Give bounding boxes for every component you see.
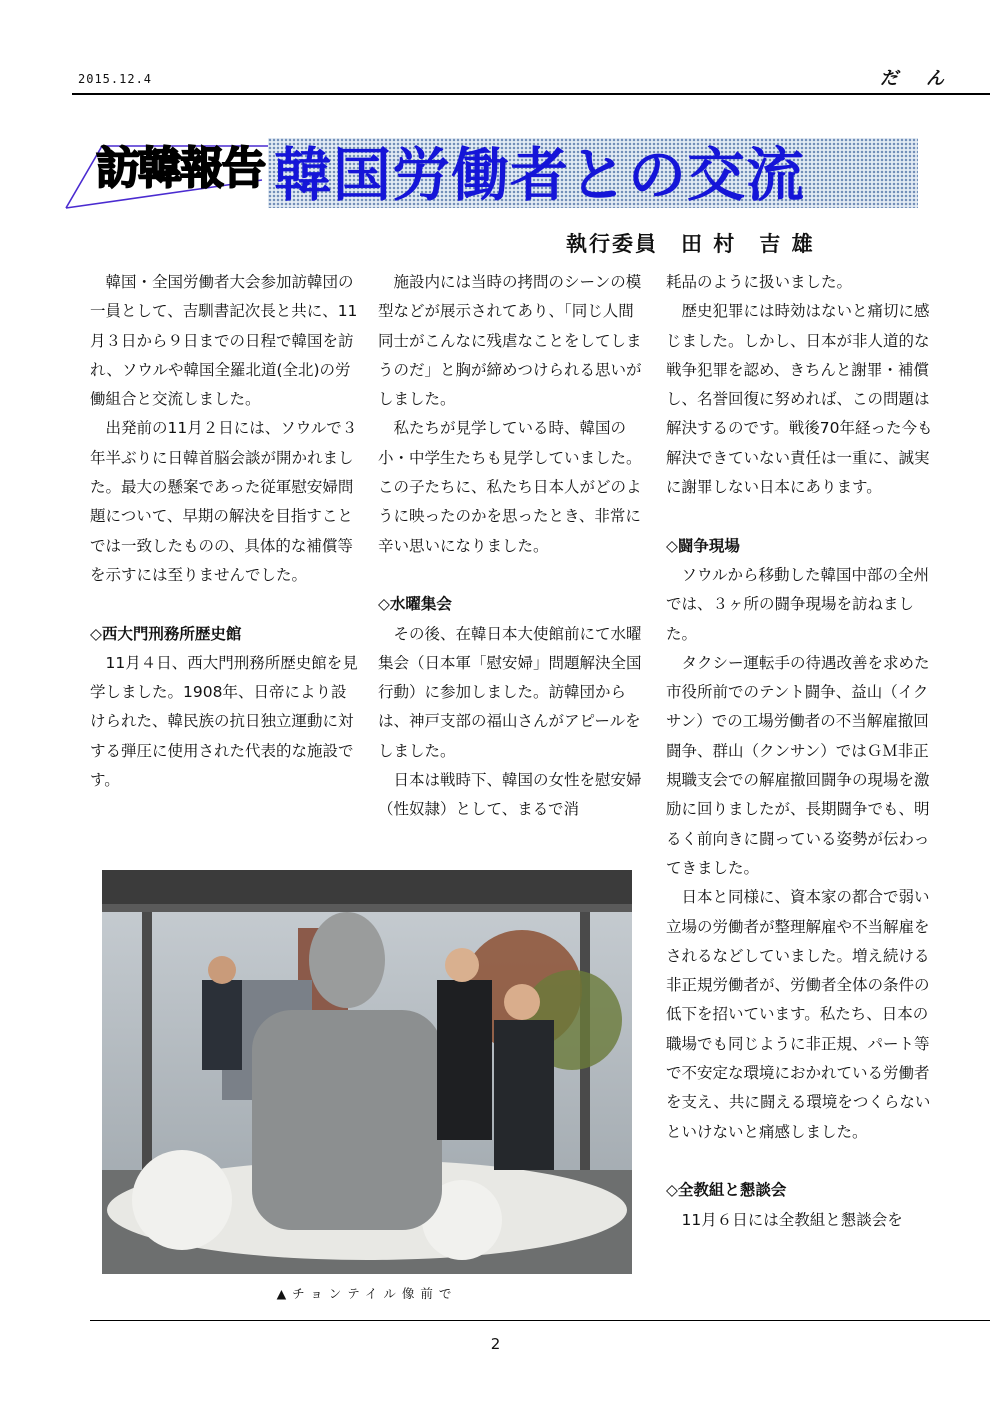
article-column-2 (378, 268, 646, 825)
paragraph-spacer (378, 561, 646, 590)
body-paragraph: 日本と同様に、資本家の都合で弱い立場の労働者が整理解雇や不当解雇をされるなどしていました。増え続ける非正規労働者が、労働者全体の条件の低下を招いています。私たち、日本の職場でも同じように非正規、パート等で不安定な環境におかれている労働者を支え、共に闘える環境をつくらないといけないと痛感しました。 (666, 888, 931, 1141)
body-paragraph: 施設内には当時の拷問のシーンの模型などが展示されてあり、「同じ人間同士がこんなに残虐なことをしてしまうのだ」と胸が締めつけられる思いがしました。 (378, 273, 642, 409)
kicker-label: 訪韓報告 (96, 143, 264, 194)
body-paragraph: 11月４日、西大門刑務所歴史館を見学しました。1908年、日帝により設けられた、韓民族の抗日独立運動に対する弾圧に使用された代表的な施設です。 (90, 653, 358, 790)
section-heading: ◇全教組と懇談会 (666, 1181, 787, 1200)
section-heading: ◇水曜集会 (378, 595, 452, 614)
body-paragraph: 11月６日には全教組と懇談会を (681, 1210, 903, 1229)
article-title: 韓国労働者との交流 (274, 141, 806, 209)
body-paragraph: 歴史犯罪には時効はないと痛切に感じました。しかし、日本が非人道的な戦争犯罪を認め、きちんと謝罪・補償し、名誉回復に努めれば、この問題は解決するのです。戦後70年経った今も解決できていない責任は一重に、誠実に謝罪しない日本にあります。 (666, 302, 933, 497)
paragraph-spacer (666, 1147, 934, 1176)
paragraph-spacer (90, 590, 358, 619)
body-paragraph: ソウルから移動した韓国中部の全州では、３ヶ所の闘争現場を訪ねました。 (666, 565, 930, 643)
body-paragraph: タクシー運転手の待遇改善を求めた市役所前でのテント闘争、益山（イクサン）での工場労働者の不当解雇撤回闘争、群山（クンサン）ではＧＭ非正規職支会での解雇撤回闘争の現場を激励に回りましたが、長期闘争でも、明るく前向きに闘っている姿勢が伝わってきました。 (666, 653, 930, 877)
date-label: 2015.12.4 (78, 72, 153, 86)
section-heading: ◇西大門刑務所歴史館 (90, 624, 242, 643)
body-paragraph: 韓国・全国労働者大会参加訪韓団の一員として、吉馴書記次長と共に、11月３日から９日までの日程で韓国を訪れ、ソウルや韓国全羅北道(全北)の労働組合と交流しました。 (90, 273, 358, 409)
article-column-1 (90, 268, 358, 795)
author-byline: 執行委員 田 村 吉 雄 (566, 232, 815, 256)
body-paragraph: 私たちが見学している時、韓国の小・中学生たちも見学していました。この子たちに、私たち日本人がどのように映ったのかを思ったとき、非常に辛い思いになりました。 (378, 419, 642, 555)
body-paragraph: 出発前の11月２日には、ソウルで３年半ぶりに日韓首脳会談が開かれました。最大の懸案であった従軍慰安婦問題について、早期の解決を目指すことでは一致したものの、具体的な補償等を示すには至りませんでした。 (90, 419, 358, 584)
statue-photo-illustration (102, 870, 632, 1274)
paragraph-spacer (666, 502, 934, 531)
body-paragraph: その後、在韓日本大使館前にて水曜集会（日本軍「慰安婦」問題解決全国行動）に参加しました。訪韓団からは、神戸支部の福山さんがアピールをしました。 (378, 624, 642, 760)
body-paragraph: 耗品のように扱いました。 (666, 273, 853, 291)
masthead-title: だん (880, 68, 972, 89)
header-rule (72, 93, 990, 95)
footer-rule (90, 1320, 990, 1321)
page-number: 2 (490, 1335, 501, 1353)
body-paragraph: 日本は戦時下、韓国の女性を慰安婦（性奴隷）として、まるで消 (378, 771, 642, 819)
article-column-3 (666, 268, 934, 1235)
group-photo (102, 870, 632, 1274)
photo-caption: ▲チョンテイル像前で (276, 1286, 458, 1301)
section-heading: ◇闘争現場 (666, 536, 740, 555)
